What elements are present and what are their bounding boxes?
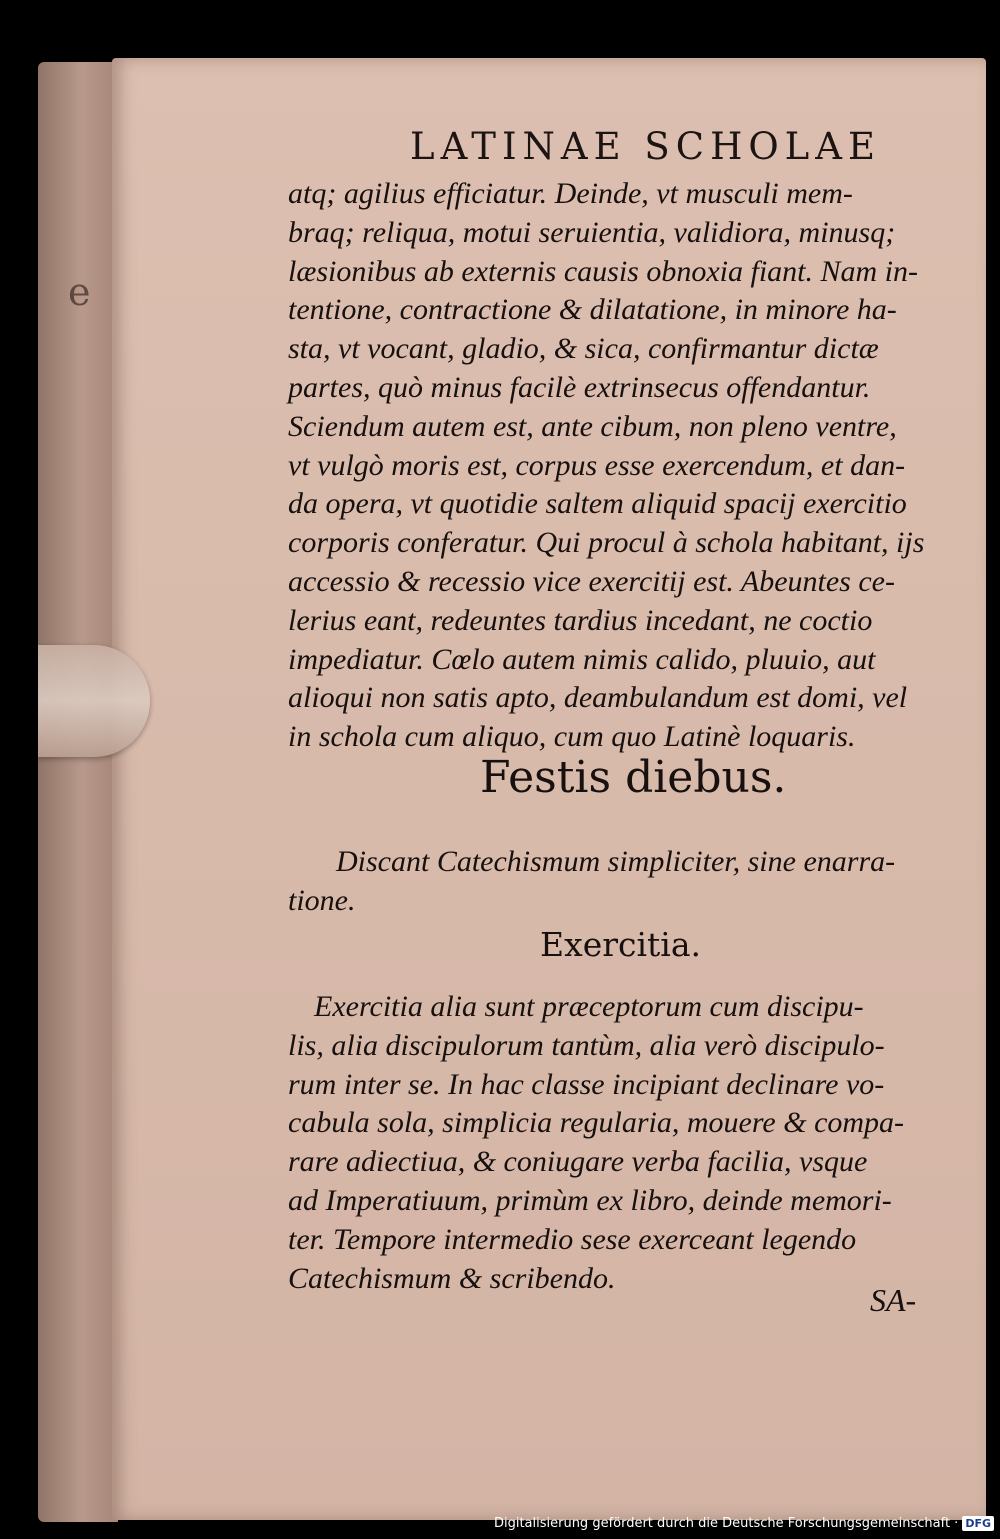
text-line: vt vulgò moris est, corpus esse exercendum, et dan- [288,448,906,482]
text-line: rum inter se. In hac classe incipiant declinare vo- [288,1067,885,1101]
text-line: tione. [288,884,356,917]
text-line: alioqui non satis apto, deambulandum est domi, vel [288,681,908,715]
dfg-logo: DFG [962,1516,994,1531]
credit-text: Digitalisierung gefördert durch die Deutsche Forschungsgemeinschaft · [493,1515,959,1531]
festis-paragraph [288,842,960,920]
text-line: lis, alia discipulorum tantùm, alia verò discipulo- [288,1028,885,1062]
text-line: cabula sola, simplicia regularia, mouere & compa- [288,1106,905,1140]
margin-pen-mark: e [68,270,91,314]
text-line: braq; reliqua, motui seruientia, validiora, minusq; [288,215,896,249]
text-line: atq; agilius efficiatur. Deinde, vt musculi mem- [288,177,853,210]
text-line: corporis conferatur. Qui procul à schola habitant, ijs [288,526,925,560]
text-line: impediatur. Cœlo autem nimis calido, pluuio, aut [288,642,876,676]
catchword: SA- [870,1282,917,1318]
text-line: Sciendum autem est, ante cibum, non pleno ventre, [288,409,897,443]
section-heading-exercitia: Exercitia. [540,925,702,964]
text-line: accessio & recessio vice exercitij est. Abeuntes ce- [288,564,895,598]
text-line: ad Imperatiuum, primùm ex libro, deinde memori- [288,1183,892,1217]
text-line: rare adiectiua, & coniugare verba facilia, vsque [288,1145,868,1179]
body-paragraph [288,175,960,757]
text-line: Discant Catechismum simpliciter, sine enarra- [336,845,896,878]
text-line: ter. Tempore intermedio sese exerceant legendo [288,1222,857,1256]
text-line: in schola cum aliquo, cum quo Latinè loquaris. [288,720,856,754]
text-line: sta, vt vocant, gladio, & sica, confirmantur dictæ [288,332,879,366]
running-head: LATINAE SCHOLAE [410,125,881,168]
text-line: da opera, vt quotidie saltem aliquid spacij exercitio [288,487,907,521]
text-line: læsionibus ab externis causis obnoxia fiant. Nam in- [288,254,918,288]
page-clip [38,645,150,757]
text-line: lerius eant, redeuntes tardius incedant, ne coctio [288,603,873,637]
digitization-credit [494,1511,994,1535]
text-line: Catechismum & scribendo. [288,1261,616,1295]
exercitia-paragraph [288,988,960,1298]
text-line: Exercitia alia sunt præceptorum cum discipu- [314,990,864,1023]
section-heading-festis: Festis diebus. [480,752,787,803]
text-line: tentione, contractione & dilatatione, in minore ha- [288,293,897,327]
text-line: partes, quò minus facilè extrinsecus offendantur. [288,370,871,404]
